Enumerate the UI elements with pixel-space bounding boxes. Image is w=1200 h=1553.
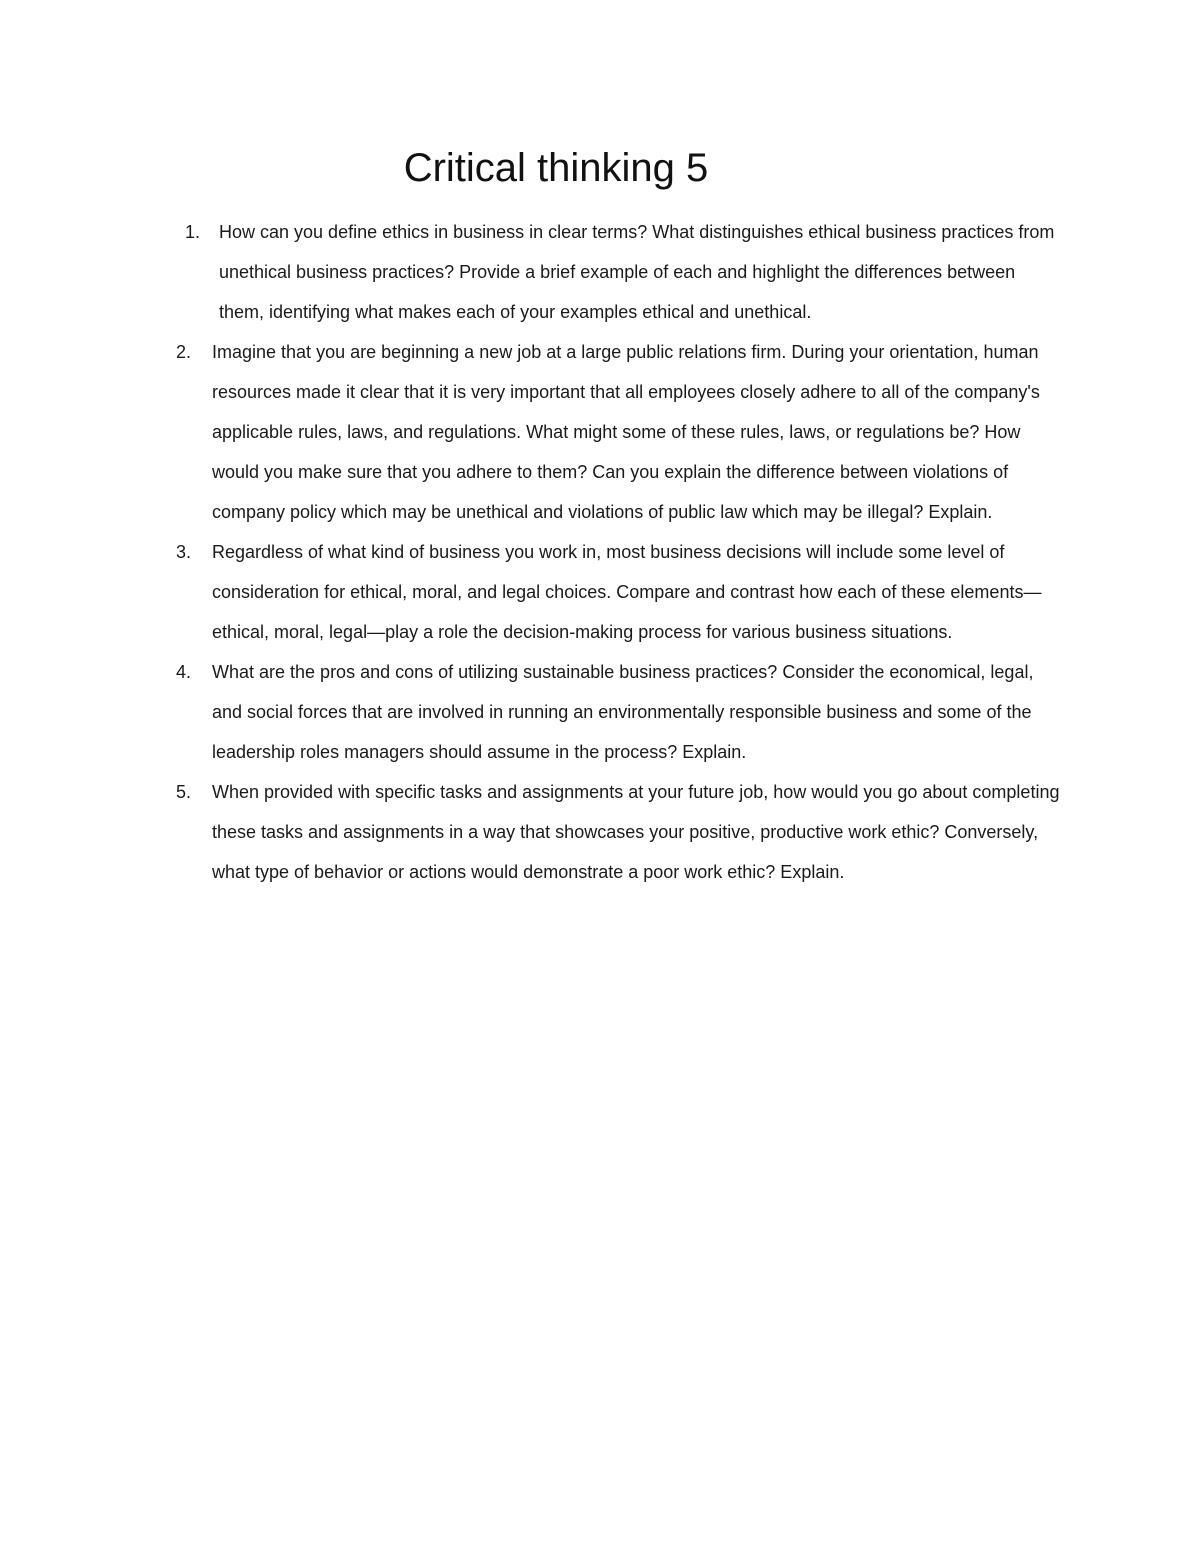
question-number: 4. [176,662,192,682]
question-number: 1. [185,222,201,242]
question-text: Imagine that you are beginning a new job at a large public relations firm. During your orientation, human resources made it clear that it is very important that all employees closely adhere to all of the company's applicable rules, laws, and regulations. What might some of these rules, laws, or regulations be? How would you make sure that you adhere to them? Can you explain the difference between violations of company policy which may be unethical and violations of public law which may be illegal? Explain. [212,342,1040,522]
question-text: Regardless of what kind of business you work in, most business decisions will include some level of consideration for ethical, moral, and legal choices. Compare and contrast how each of these elements—ethical, moral, legal—play a role the decision-making process for various business situations. [212,542,1042,642]
question-text: How can you define ethics in business in clear terms? What distinguishes ethical business practices from unethical business practices? Provide a brief example of each and highlight the differences between them, identifying what makes each of your examples ethical and unethical. [219,222,1055,322]
question-item-5 [168,772,1068,892]
question-list [168,212,1068,892]
question-item-2 [168,332,1068,532]
question-number: 5. [176,782,192,802]
question-item-4 [168,652,1068,772]
question-number: 2. [176,342,192,362]
question-number: 3. [176,542,192,562]
page-title: Critical thinking 5 [403,146,709,190]
question-text: What are the pros and cons of utilizing sustainable business practices? Consider the economical, legal, and social forces that are involved in running an environmentally responsible business and some of the leadership roles managers should assume in the process? Explain. [212,662,1034,762]
question-item-3 [168,532,1068,652]
question-item-1 [168,212,1068,332]
question-text: When provided with specific tasks and assignments at your future job, how would you go about completing these tasks and assignments in a way that showcases your positive, productive work ethic? Conversely, what type of behavior or actions would demonstrate a poor work ethic? Explain. [212,782,1060,882]
